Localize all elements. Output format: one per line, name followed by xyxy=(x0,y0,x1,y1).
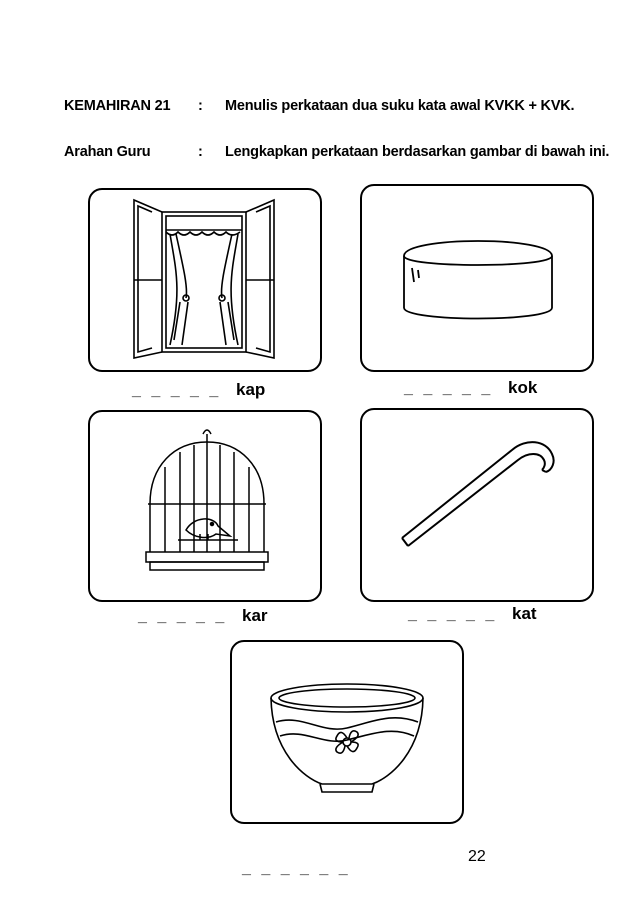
syllable-label: kok xyxy=(508,378,538,397)
picture-card-cake xyxy=(360,184,594,372)
syllable-label: kap xyxy=(236,380,266,399)
page-number: 22 xyxy=(468,848,486,865)
instruction-label: Arahan Guru xyxy=(64,144,151,160)
cake-icon xyxy=(362,186,592,370)
blank-line[interactable]: _ _ _ _ _ xyxy=(404,380,494,397)
blank-line[interactable]: _ _ _ _ _ xyxy=(138,608,228,625)
answer-line-5 xyxy=(242,858,402,880)
syllable-label: kat xyxy=(512,604,537,623)
window-icon xyxy=(90,190,320,370)
picture-card-window xyxy=(88,188,322,372)
answer-line-2 xyxy=(404,378,564,400)
instruction-text: Lengkapkan perkataan berdasarkan gambar di bawah ini. xyxy=(225,144,610,160)
picture-card-cane xyxy=(360,408,594,602)
syllable-label: kar xyxy=(242,606,268,625)
blank-line[interactable]: _ _ _ _ _ xyxy=(408,606,498,623)
skill-label: KEMAHIRAN 21 xyxy=(64,98,171,114)
blank-line[interactable]: _ _ _ _ _ _ xyxy=(242,860,351,877)
walking-cane-icon xyxy=(362,410,592,600)
answer-line-3 xyxy=(138,606,298,628)
bowl-icon xyxy=(232,642,462,822)
answer-line-4 xyxy=(408,604,568,626)
skill-text: Menulis perkataan dua suku kata awal KVKK + KVK. xyxy=(225,98,575,114)
blank-line[interactable]: _ _ _ _ _ xyxy=(132,382,222,399)
picture-card-bowl xyxy=(230,640,464,824)
birdcage-icon xyxy=(90,412,320,600)
skill-colon: : xyxy=(198,98,203,114)
answer-line-1 xyxy=(132,380,292,402)
instruction-colon: : xyxy=(198,144,203,160)
picture-card-birdcage xyxy=(88,410,322,602)
